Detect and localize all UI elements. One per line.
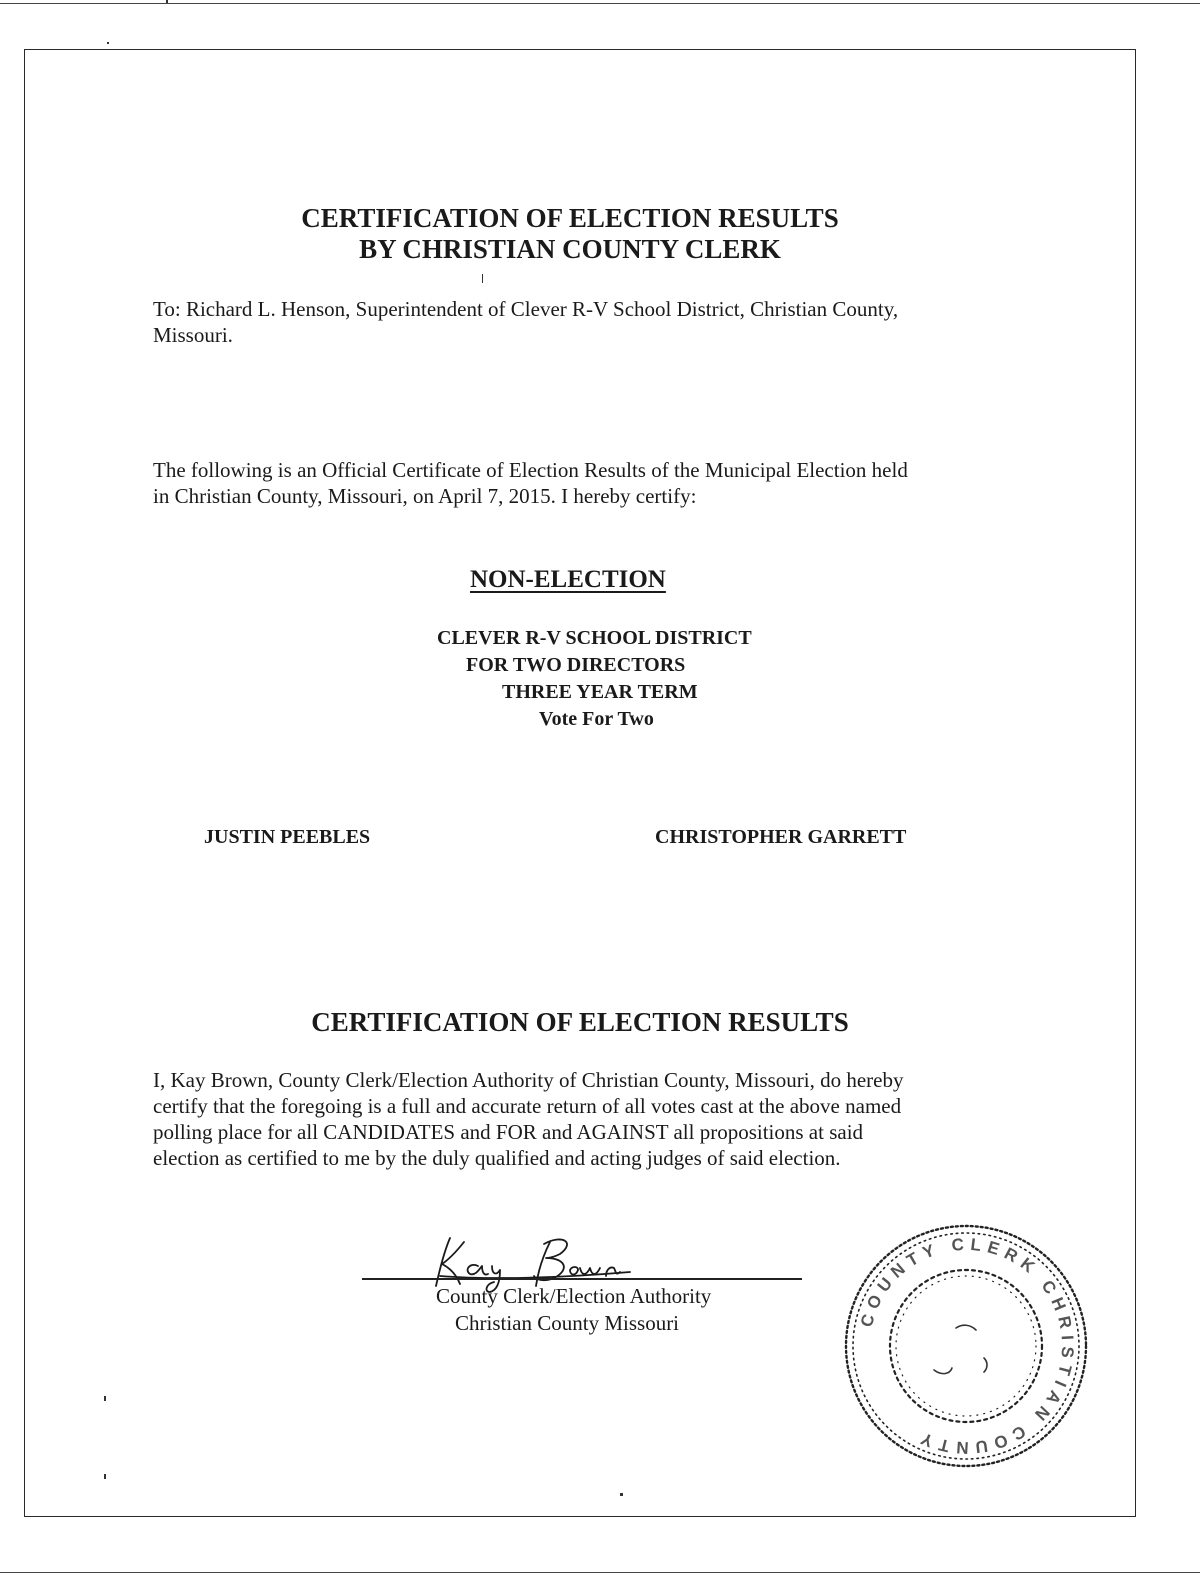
scan-mark (482, 274, 483, 283)
race-vote-for: Vote For Two (539, 708, 654, 730)
certification-heading: CERTIFICATION OF ELECTION RESULTS (311, 1007, 849, 1037)
scan-edge-bottom (0, 1572, 1200, 1573)
candidate-name: CHRISTOPHER GARRETT (655, 826, 907, 848)
svg-text:COUNTY CLERK CHRISTIAN COUNTY: COUNTY CLERK CHRISTIAN COUNTY (856, 1234, 1078, 1458)
candidate-name: JUSTIN PEEBLES (204, 826, 371, 848)
signer-title-line2: Christian County Missouri (455, 1311, 680, 1335)
certification-line4: election as certified to me by the duly qualified and acting judges of said election. (153, 1146, 841, 1170)
scan-edge-top (0, 3, 1200, 4)
non-election-heading: NON-ELECTION (470, 566, 666, 593)
addressee-block (153, 296, 1053, 348)
intro-paragraph (153, 457, 1053, 509)
addressee-line2: Missouri. (153, 323, 233, 347)
document-title-line1: CERTIFICATION OF ELECTION RESULTS (301, 203, 839, 233)
certification-line3: polling place for all CANDIDATES and FOR and AGAINST all propositions at said (153, 1120, 864, 1144)
race-office: FOR TWO DIRECTORS (466, 654, 686, 676)
signer-title-line1: County Clerk/Election Authority (436, 1284, 712, 1308)
race-term: THREE YEAR TERM (502, 681, 698, 703)
certification-line1: I, Kay Brown, County Clerk/Election Authority of Christian County, Missouri, do hereby (153, 1068, 904, 1092)
intro-line2: in Christian County, Missouri, on April 7, 2015. I hereby certify: (153, 484, 697, 508)
certification-paragraph (153, 1067, 1053, 1171)
certification-line2: certify that the foregoing is a full and accurate return of all votes cast at the above named (153, 1094, 902, 1118)
race-district: CLEVER R-V SCHOOL DISTRICT (437, 627, 752, 649)
county-seal-image (838, 1218, 1094, 1474)
signature-line (362, 1278, 802, 1280)
addressee-line1: To: Richard L. Henson, Superintendent of Clever R-V School District, Christian County, (153, 297, 899, 321)
intro-line1: The following is an Official Certificate of Election Results of the Municipal Election held (153, 458, 908, 482)
document-title-line2: BY CHRISTIAN COUNTY CLERK (359, 234, 781, 264)
